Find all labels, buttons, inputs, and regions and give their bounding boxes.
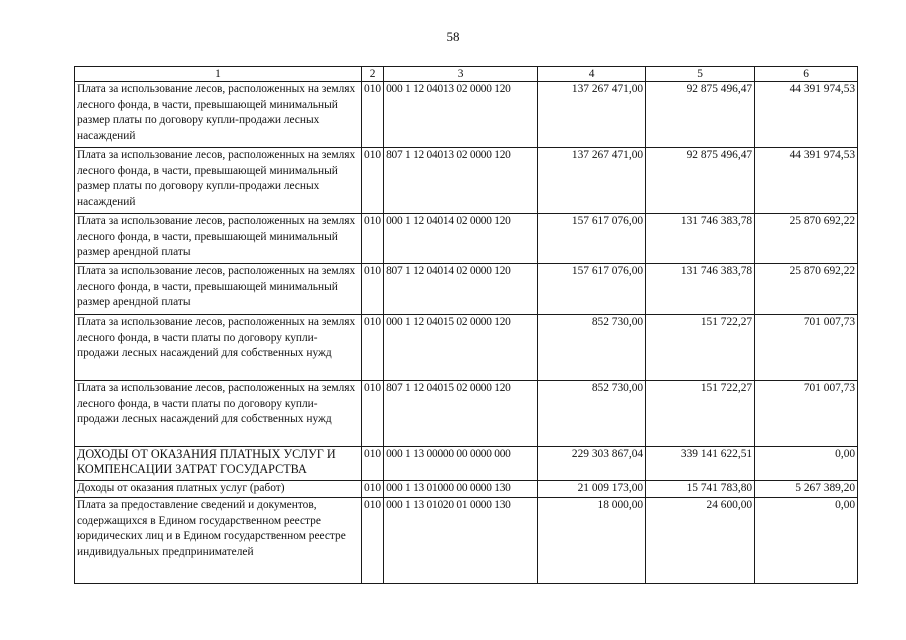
table-row [75,498,858,584]
row-name: Плата за использование лесов, расположенных на землях лесного фонда, в части, превышающей минимальный размер платы по договору купли-продажи лесных насаждений [75,148,362,214]
table-header-row [75,67,858,82]
row-name: Плата за предоставление сведений и документов, содержащихся в Едином государственном реестре юридических лиц и в Едином государственном реестре индивидуальных предпринимателей [75,498,362,584]
row-name: ДОХОДЫ ОТ ОКАЗАНИЯ ПЛАТНЫХ УСЛУГ И КОМПЕНСАЦИИ ЗАТРАТ ГОСУДАРСТВА [75,447,362,481]
row-budget-code: 000 1 12 04014 02 0000 120 [384,214,538,264]
row-col5-value: 151 722,27 [646,381,755,447]
row-admin-code: 010 [362,447,384,481]
row-admin-code: 010 [362,82,384,148]
row-col6-value: 5 267 389,20 [755,481,858,498]
row-budget-code: 000 1 13 00000 00 0000 000 [384,447,538,481]
row-col5-value: 131 746 383,78 [646,264,755,315]
header-col-2: 2 [362,67,384,82]
row-col5-value: 131 746 383,78 [646,214,755,264]
row-budget-code: 000 1 13 01020 01 0000 130 [384,498,538,584]
row-name: Плата за использование лесов, расположенных на землях лесного фонда, в части платы по договору купли-продажи лесных насаждений для собственных нужд [75,381,362,447]
row-col4-value: 852 730,00 [538,381,646,447]
row-name: Плата за использование лесов, расположенных на землях лесного фонда, в части, превышающей минимальный размер арендной платы [75,214,362,264]
row-col6-value: 25 870 692,22 [755,214,858,264]
row-budget-code: 000 1 13 01000 00 0000 130 [384,481,538,498]
table-row [75,315,858,381]
row-name: Плата за использование лесов, расположенных на землях лесного фонда, в части, превышающей минимальный размер платы по договору купли-продажи лесных насаждений [75,82,362,148]
header-col-4: 4 [538,67,646,82]
header-col-5: 5 [646,67,755,82]
row-col5-value: 15 741 783,80 [646,481,755,498]
row-col6-value: 44 391 974,53 [755,148,858,214]
row-col4-value: 852 730,00 [538,315,646,381]
row-col4-value: 18 000,00 [538,498,646,584]
row-col5-value: 151 722,27 [646,315,755,381]
row-col6-value: 25 870 692,22 [755,264,858,315]
row-col5-value: 92 875 496,47 [646,82,755,148]
row-admin-code: 010 [362,481,384,498]
row-col5-value: 339 141 622,51 [646,447,755,481]
row-col6-value: 44 391 974,53 [755,82,858,148]
table-row [75,214,858,264]
row-col6-value: 0,00 [755,447,858,481]
table-row [75,381,858,447]
table-row [75,148,858,214]
row-budget-code: 000 1 12 04015 02 0000 120 [384,315,538,381]
row-admin-code: 010 [362,498,384,584]
row-budget-code: 807 1 12 04014 02 0000 120 [384,264,538,315]
row-budget-code: 000 1 12 04013 02 0000 120 [384,82,538,148]
table-row [75,264,858,315]
row-col4-value: 157 617 076,00 [538,214,646,264]
row-admin-code: 010 [362,315,384,381]
page-number: 58 [446,29,460,44]
row-name: Плата за использование лесов, расположенных на землях лесного фонда, в части, превышающей минимальный размер арендной платы [75,264,362,315]
row-budget-code: 807 1 12 04013 02 0000 120 [384,148,538,214]
row-admin-code: 010 [362,264,384,315]
table-row [75,481,858,498]
header-col-3: 3 [384,67,538,82]
row-col4-value: 137 267 471,00 [538,82,646,148]
row-col6-value: 701 007,73 [755,315,858,381]
header-col-6: 6 [755,67,858,82]
row-name: Плата за использование лесов, расположенных на землях лесного фонда, в части платы по договору купли-продажи лесных насаждений для собственных нужд [75,315,362,381]
row-col5-value: 92 875 496,47 [646,148,755,214]
budget-revenue-table [74,66,858,584]
row-col5-value: 24 600,00 [646,498,755,584]
row-col6-value: 701 007,73 [755,381,858,447]
row-admin-code: 010 [362,214,384,264]
row-name: Доходы от оказания платных услуг (работ) [75,481,362,498]
row-admin-code: 010 [362,148,384,214]
row-col4-value: 229 303 867,04 [538,447,646,481]
row-budget-code: 807 1 12 04015 02 0000 120 [384,381,538,447]
row-col4-value: 157 617 076,00 [538,264,646,315]
table-row [75,82,858,148]
row-col6-value: 0,00 [755,498,858,584]
row-admin-code: 010 [362,381,384,447]
header-col-1: 1 [75,67,362,82]
row-col4-value: 137 267 471,00 [538,148,646,214]
row-col4-value: 21 009 173,00 [538,481,646,498]
table-row [75,447,858,481]
